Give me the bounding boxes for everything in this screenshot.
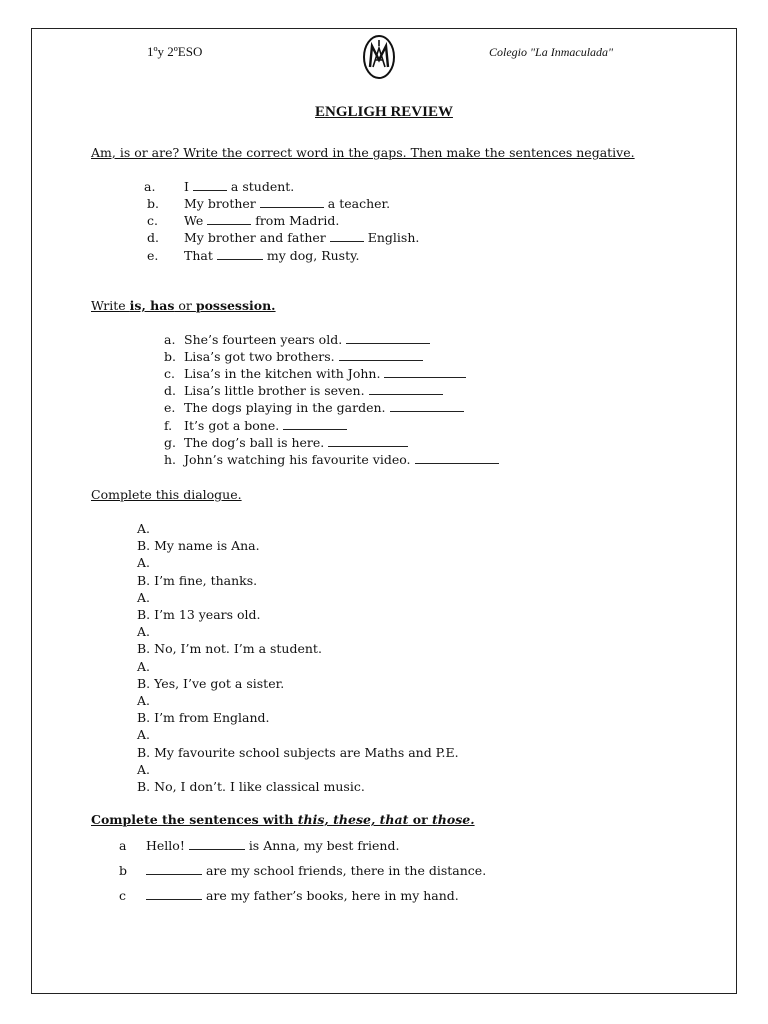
item-text: The dogs playing in the garden. xyxy=(184,400,464,415)
answer-blank[interactable] xyxy=(217,250,263,260)
item-label: e. xyxy=(164,400,176,416)
section2-heading: Write is, has or possession. xyxy=(91,298,276,313)
item-text: I a student. xyxy=(184,179,295,194)
section1-heading-bold: Am, is or are? xyxy=(91,145,180,160)
dialogue-line: B. I’m from England. xyxy=(137,710,270,726)
dialogue-line: A. xyxy=(137,693,151,708)
answer-blank[interactable] xyxy=(330,232,364,242)
section1-heading-rest: Write the correct word in the gaps. Then make the sentences negative. xyxy=(179,145,635,160)
item-label: b. xyxy=(147,196,159,211)
dialogue-line: A. xyxy=(137,761,151,777)
item-text: are my father’s books, here in my hand. xyxy=(146,888,459,903)
grade-label: 1ºy 2ºESO xyxy=(147,44,203,59)
dialogue-line: B. No, I don’t. I like classical music. xyxy=(137,779,365,794)
answer-blank[interactable] xyxy=(384,368,466,378)
dialogue-line: A. xyxy=(137,555,151,571)
item-text: She’s fourteen years old. xyxy=(184,332,430,347)
page-title: ENGLIGH REVIEW xyxy=(315,104,453,120)
item-label: f. xyxy=(164,417,173,433)
answer-blank[interactable] xyxy=(283,420,347,430)
dialogue-line: A. xyxy=(137,727,151,743)
dialogue-line: B. My name is Ana. xyxy=(137,538,260,554)
item-label: a. xyxy=(144,179,156,194)
item-label: h. xyxy=(164,451,177,467)
item-text: are my school friends, there in the distance. xyxy=(146,863,486,878)
item-label: d. xyxy=(164,383,176,399)
item-text: My brother a teacher. xyxy=(184,196,391,211)
section1-heading xyxy=(91,145,635,160)
item-text: John’s watching his favourite video. xyxy=(184,452,499,467)
answer-blank[interactable] xyxy=(146,865,202,875)
answer-blank[interactable] xyxy=(260,198,324,208)
answer-blank[interactable] xyxy=(207,215,251,225)
dialogue-line: A. xyxy=(137,624,151,640)
answer-blank[interactable] xyxy=(146,890,202,900)
item-text: Lisa’s in the kitchen with John. xyxy=(184,366,466,381)
item-label: c xyxy=(119,888,127,903)
item-label: a xyxy=(119,838,127,853)
dialogue-line: A. xyxy=(137,589,151,605)
item-label: e. xyxy=(147,248,159,263)
section3-heading: Complete this dialogue. xyxy=(91,487,242,502)
item-label: c. xyxy=(147,213,158,228)
school-name: Colegio "La Inmaculada" xyxy=(489,45,614,59)
dialogue-line: A. xyxy=(137,658,151,674)
item-label: a. xyxy=(164,332,176,347)
item-label: d. xyxy=(147,230,159,245)
answer-blank[interactable] xyxy=(369,385,443,395)
item-label: b. xyxy=(164,349,176,365)
item-label: b xyxy=(119,863,128,878)
answer-blank[interactable] xyxy=(189,840,245,850)
answer-blank[interactable] xyxy=(415,454,499,464)
item-label: g. xyxy=(164,434,176,450)
dialogue-line: B. I’m 13 years old. xyxy=(137,607,261,622)
dialogue-line: B. No, I’m not. I’m a student. xyxy=(137,641,322,657)
answer-blank[interactable] xyxy=(390,402,464,412)
dialogue-line: B. Yes, I’ve got a sister. xyxy=(137,675,285,691)
item-text: That my dog, Rusty. xyxy=(184,248,360,263)
item-text: It’s got a bone. xyxy=(184,418,347,433)
answer-blank[interactable] xyxy=(328,437,408,447)
section4-heading: Complete the sentences with this, these, that or those. xyxy=(91,812,475,827)
item-text: Lisa’s little brother is seven. xyxy=(184,383,443,398)
dialogue-line: B. I’m fine, thanks. xyxy=(137,572,258,588)
answer-blank[interactable] xyxy=(193,181,227,191)
school-crest-icon xyxy=(362,34,396,80)
item-text: We from Madrid. xyxy=(184,213,340,228)
dialogue-line: B. My favourite school subjects are Maths and P.E. xyxy=(137,744,459,760)
answer-blank[interactable] xyxy=(339,351,423,361)
item-text: Hello! is Anna, my best friend. xyxy=(146,838,400,853)
dialogue-line: A. xyxy=(137,521,151,536)
item-text: The dog’s ball is here. xyxy=(184,435,408,450)
item-label: c. xyxy=(164,366,175,382)
item-text: Lisa’s got two brothers. xyxy=(184,349,423,364)
answer-blank[interactable] xyxy=(346,334,430,344)
item-text: My brother and father English. xyxy=(184,230,420,245)
